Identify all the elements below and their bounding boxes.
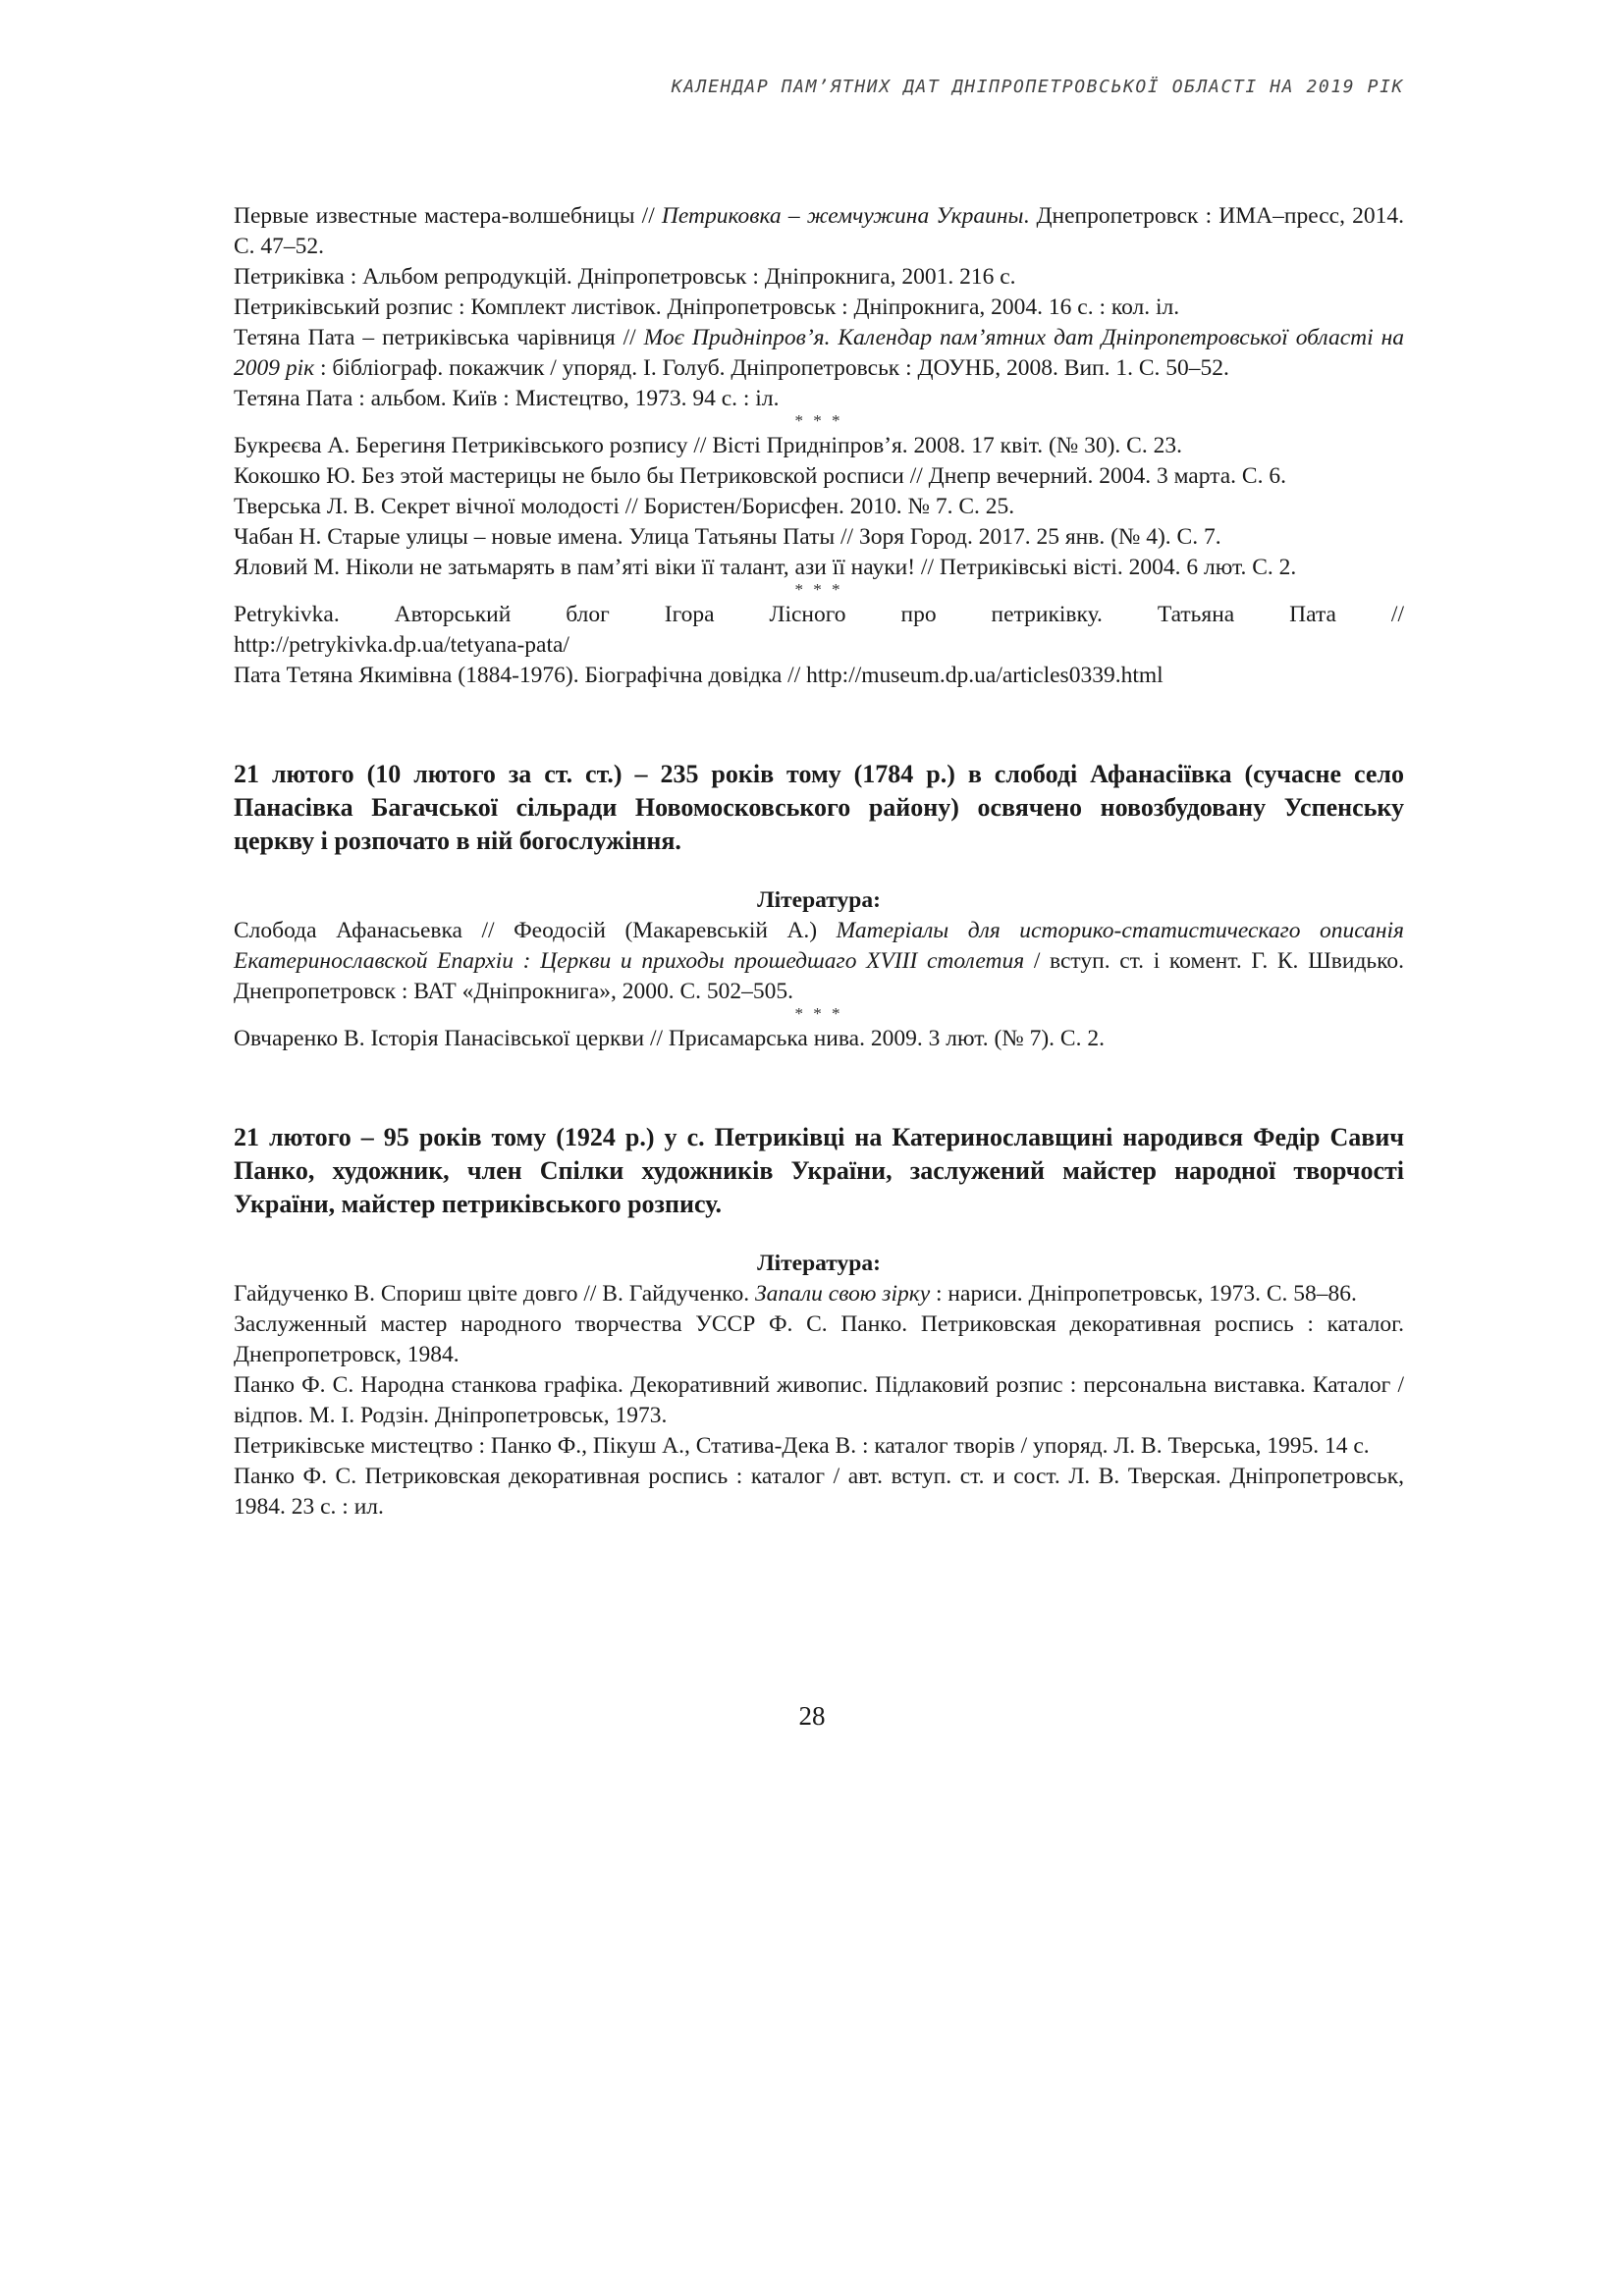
reference-entry: Слобода Афанасьевка // Феодосій (Макаревській А.) Матеріалы для историко-статистическаго описанія Екатеринославской Епархіи : Церкви и приходы прошедшаго XVIII столетия / вступ. ст. і комент. Г. К. Швидько. Днепропетровск : ВАТ «Дніпрокнига», 2000. С. 502–505. (234, 918, 1404, 1004)
reference-entry: Букреєва А. Берегиня Петриківського розпису // Вісті Придніпров’я. 2008. 17 квіт. (№ 30). С. 23. (234, 433, 1182, 458)
reference-entry: Овчаренко В. Історія Панасівської церкви // Присамарська нива. 2009. 3 лют. (№ 7). С. 2. (234, 1026, 1105, 1051)
web-reference-url: http://petrykivka.dp.ua/tetyana-pata/ (234, 632, 569, 658)
reference-entry: Кокошко Ю. Без этой мастерицы не было бы Петриковской росписи // Днепр вечерний. 2004. 3 марта. С. 6. (234, 463, 1286, 489)
page-content (234, 201, 1404, 1522)
reference-entry: Тверська Л. В. Секрет вічної молодості // Бористен/Борисфен. 2010. № 7. С. 25. (234, 494, 1015, 519)
reference-entry: Первые известные мастера-волшебницы // Петриковка – жемчужина Украины. Днепропетровск : ИМА–пресс, 2014. С. 47–52. (234, 203, 1405, 259)
section-separator: * * * (794, 1004, 843, 1023)
reference-list-books (234, 201, 1404, 414)
event-heading: 21 лютого (10 лютого за ст. ст.) – 235 років тому (1784 р.) в слободі Афанасіївка (сучасне село Панасівка Багачської сільради Новомосковського району) освячено новозбудовану Успенську церкву і розпочато в ній богослужіння. (234, 760, 1404, 855)
reference-entry: Яловий М. Ніколи не затьмарять в пам’яті віки її талант, ази її науки! // Петриківські вісті. 2004. 6 лют. С. 2. (234, 555, 1297, 580)
reference-entry: Тетяна Пата – петриківська чарівниця // Моє Придніпров’я. Календар пам’ятних дат Дніпропетровської області на 2009 рік : бібліограф. покажчик / упоряд. І. Голуб. Дніпропетровськ : ДОУНБ, 2008. Вип. 1. С. 50–52. (234, 325, 1404, 381)
web-reference-line: Petrykivka. Авторський блог Ігора Лісного про петриківку. Татьяна Пата // (234, 602, 1404, 627)
reference-entry: Гайдученко В. Спориш цвіте довго // В. Гайдученко. Запали свою зірку : нариси. Дніпропетровськ, 1973. С. 58–86. (234, 1281, 1357, 1307)
reference-list-web (234, 600, 1404, 691)
reference-list-articles (234, 431, 1404, 583)
reference-entry: Панко Ф. С. Народна станкова графіка. Декоративний живопис. Підлаковий розпис : персональна виставка. Каталог / відпов. М. І. Родзін. Дніпропетровськ, 1973. (234, 1372, 1404, 1428)
literature-heading: Література: (757, 887, 881, 913)
running-header: КАЛЕНДАР ПАМ’ЯТНИХ ДАТ ДНІПРОПЕТРОВСЬКОЇ ОБЛАСТІ НА 2019 РІК (671, 77, 1404, 97)
web-reference-entry: Пата Тетяна Якимівна (1884-1976). Біографічна довідка // http://museum.dp.ua/articles0339.html (234, 663, 1164, 688)
event-heading: 21 лютого – 95 років тому (1924 р.) у с. Петриківці на Катеринославщині народився Федір Савич Панко, художник, член Спілки художників України, заслужений майстер народної творчості України, майстер петриківського розпису. (234, 1123, 1404, 1218)
reference-entry: Заслуженный мастер народного творчества УССР Ф. С. Панко. Петриковская декоративная роспись : каталог. Днепропетровск, 1984. (234, 1311, 1404, 1367)
reference-entry: Чабан Н. Старые улицы – новые имена. Улица Татьяны Паты // Зоря Город. 2017. 25 янв. (№ 4). С. 7. (234, 524, 1221, 550)
reference-entry: Петриківський розпис : Комплект листівок. Дніпропетровськ : Дніпрокнига, 2004. 16 с. : кол. іл. (234, 294, 1180, 320)
section-separator: * * * (794, 411, 843, 430)
literature-heading: Література: (757, 1251, 881, 1276)
section-separator: * * * (794, 580, 843, 599)
page-number: 28 (798, 1701, 826, 1731)
reference-entry: Панко Ф. С. Петриковская декоративная роспись : каталог / авт. вступ. ст. и сост. Л. В. Тверская. Дніпропетровськ, 1984. 23 с. : ил. (234, 1464, 1404, 1520)
reference-entry: Тетяна Пата : альбом. Київ : Мистецтво, 1973. 94 с. : іл. (234, 386, 780, 411)
reference-entry: Петриківське мистецтво : Панко Ф., Пікуш А., Статива-Дека В. : каталог творів / упоряд. Л. В. Тверська, 1995. 14 с. (234, 1433, 1370, 1459)
reference-entry: Петриківка : Альбом репродукцій. Дніпропетровськ : Дніпрокнига, 2001. 216 с. (234, 264, 1016, 290)
